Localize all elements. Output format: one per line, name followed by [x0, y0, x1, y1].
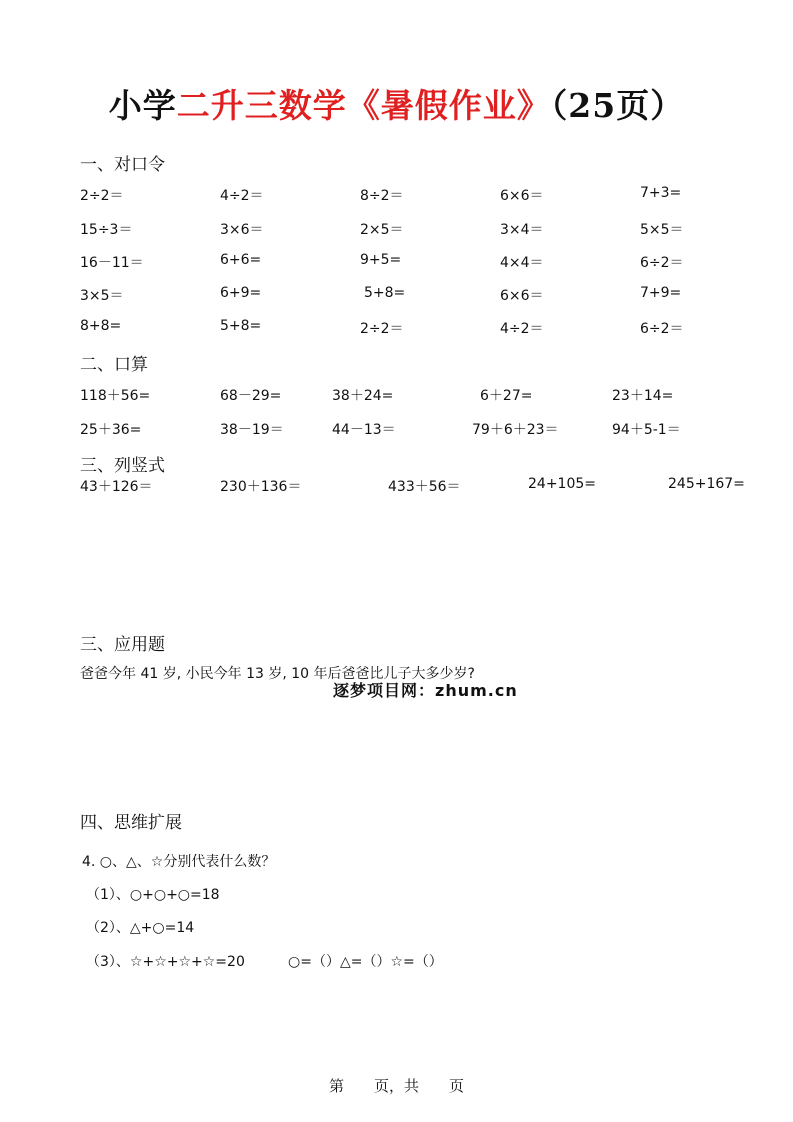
puzzle-line: （2）、△+○=14 [86, 920, 195, 936]
drill-item: 4×4＝ [500, 255, 544, 271]
title-part-1: 小学 [108, 86, 177, 125]
mental-math-item: 68－29= [220, 388, 282, 404]
column-calc-item: 433＋56＝ [388, 479, 461, 495]
drill-item: 2÷2＝ [360, 321, 404, 337]
drill-item: 16－11＝ [80, 255, 144, 271]
drill-item: 2×5＝ [360, 222, 404, 238]
drill-item: 5+8= [364, 285, 406, 301]
drill-item: 6+6= [220, 252, 262, 268]
page-title [0, 80, 793, 127]
section-1-heading: 一、对口令 [80, 155, 165, 175]
mental-math-item: 38＋24= [332, 388, 394, 404]
mental-math-item: 38－19＝ [220, 422, 284, 438]
section-3-heading: 三、列竖式 [80, 456, 165, 476]
drill-item: 6÷2＝ [640, 321, 684, 337]
drill-item: 6×6＝ [500, 188, 544, 204]
column-calc-item: 245+167= [668, 476, 745, 492]
drill-item: 6÷2＝ [640, 255, 684, 271]
section-4-heading: 三、应用题 [80, 635, 165, 655]
puzzle-answer: ○=（）△=（）☆=（） [288, 954, 443, 970]
mental-math-item: 6＋27= [480, 388, 533, 404]
drill-item: 9+5= [360, 252, 402, 268]
mental-math-item: 25＋36= [80, 422, 142, 438]
drill-item: 8÷2＝ [360, 188, 404, 204]
drill-item: 8+8= [80, 318, 122, 334]
drill-item: 4÷2＝ [500, 321, 544, 337]
drill-item: 4÷2＝ [220, 188, 264, 204]
word-problem: 爸爸今年 41 岁, 小民今年 13 岁, 10 年后爸爸比儿子大多少岁? [80, 666, 475, 682]
title-part-2: 二升三数学《暑假作业》 [176, 86, 551, 125]
page-footer: 第 页，共 页 [328, 1077, 464, 1095]
mental-math-item: 118＋56= [80, 388, 151, 404]
puzzle-line: （3）、☆+☆+☆+☆=20 [86, 954, 245, 970]
puzzle-line: （1）、○+○+○=18 [86, 887, 220, 903]
drill-item: 3×5＝ [80, 288, 124, 304]
drill-item: 6+9= [220, 285, 262, 301]
mental-math-item: 94＋5-1＝ [612, 422, 681, 438]
drill-item: 3×6＝ [220, 222, 264, 238]
drill-item: 3×4＝ [500, 222, 544, 238]
mental-math-item: 23＋14= [612, 388, 674, 404]
title-part-3: （25页） [550, 86, 685, 125]
section-5-heading: 四、思维扩展 [80, 813, 182, 833]
watermark: 逐梦项目网：zhum.cn [333, 681, 518, 700]
drill-item: 5+8= [220, 318, 262, 334]
drill-item: 15÷3＝ [80, 222, 133, 238]
section-2-heading: 二、口算 [80, 355, 148, 375]
drill-item: 5×5＝ [640, 222, 684, 238]
column-calc-item: 24+105= [528, 476, 596, 492]
mental-math-item: 79＋6＋23＝ [472, 422, 559, 438]
drill-item: 7+3= [640, 185, 682, 201]
mental-math-item: 44－13＝ [332, 422, 396, 438]
puzzle-intro: 4. ○、△、☆分别代表什么数？ [82, 854, 276, 870]
drill-item: 7+9= [640, 285, 682, 301]
column-calc-item: 43＋126＝ [80, 479, 153, 495]
drill-item: 2÷2＝ [80, 188, 124, 204]
column-calc-item: 230＋136＝ [220, 479, 302, 495]
drill-item: 6×6＝ [500, 288, 544, 304]
